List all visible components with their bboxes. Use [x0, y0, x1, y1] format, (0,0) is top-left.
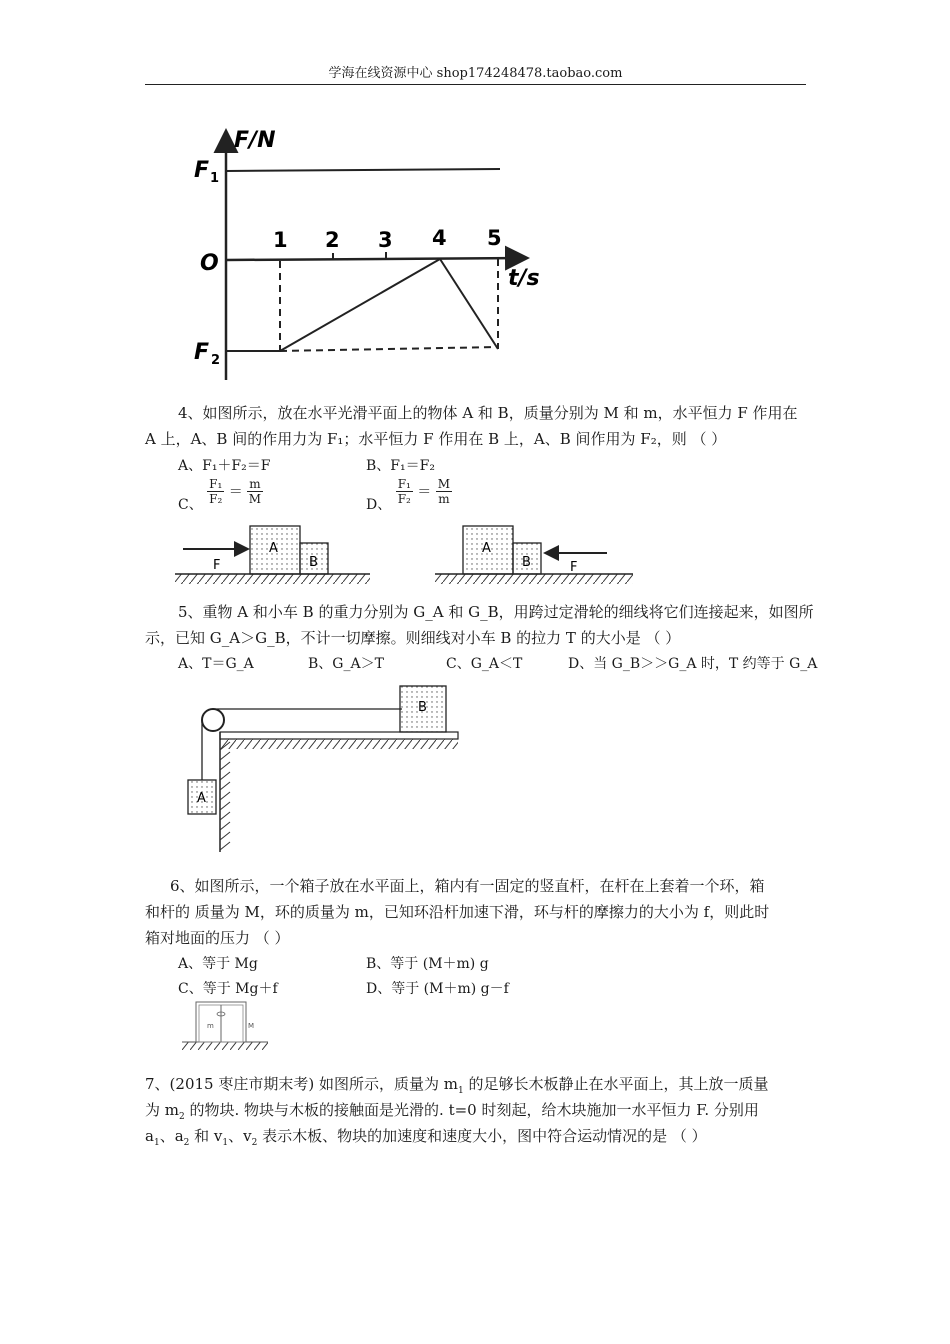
- f1-label: F: [194, 158, 210, 183]
- q5-option-c: C、G_A＜T: [446, 656, 523, 672]
- q5-line2: 示，已知 G_A＞G_B，不计一切摩擦。则细线对小车 B 的拉力 T 的大小是 （ ）: [145, 629, 681, 647]
- q7-line3: $a_1$、$a_2$ 和 $v_1$、$v_2$ 表示木板、物块的加速度和速度大小，图中符合运动情况的是 （ ）: [145, 1127, 707, 1148]
- q6-option-c: C、等于 Mg＋f: [178, 981, 278, 997]
- q4-option-a: A、F₁＋F₂＝F: [178, 458, 271, 474]
- svg-text:A: A: [269, 541, 278, 556]
- svg-text:A: A: [482, 541, 491, 556]
- q6-option-b: B、等于 (M＋m) g: [366, 956, 489, 972]
- svg-text:2: 2: [211, 353, 221, 368]
- q4-line2: A 上，A、B 间的作用力为 F₁；水平恒力 F 作用在 B 上，A、B 间作用为 F₂，则 （ ）: [145, 430, 727, 448]
- q4-option-c: C、 $\frac{\text{F₁}}{\text{F₂}}$ ＝ $\frac{m}{M}$: [178, 477, 262, 513]
- q4-figure-right: [435, 522, 635, 592]
- svg-text:B: B: [418, 700, 427, 715]
- svg-text:m: m: [207, 1022, 214, 1030]
- svg-text:B: B: [309, 555, 318, 570]
- q6-line2: 和杆的 质量为 M，环的质量为 m，已知环沿杆加速下滑，环与杆的摩擦力的大小为 f，则此时: [145, 903, 770, 921]
- pulley: [202, 709, 224, 731]
- q6-line3: 箱对地面的压力 （ ）: [145, 929, 290, 947]
- f2-ramp-down: [440, 259, 498, 349]
- tick-label: 3: [378, 228, 393, 252]
- q5-option-d: D、当 G_B＞＞G_A 时，T 约等于 G_A: [568, 656, 818, 672]
- q4-option-d: D、 $\frac{\text{F₁}}{\text{F₂}}$ ＝ $\frac{M}{m}$: [366, 477, 451, 513]
- q5-option-a: A、T＝G_A: [178, 656, 254, 672]
- tick-label: 2: [325, 228, 340, 252]
- q6-line1: 6、如图所示，一个箱子放在水平面上，箱内有一固定的竖直杆，在杆在上套着一个环，箱: [170, 877, 765, 895]
- tick-label: 5: [487, 226, 502, 250]
- page-header: 学海在线资源中心 shop174248478.taobao.com: [145, 64, 806, 85]
- svg-text:A: A: [197, 791, 206, 806]
- tick-label: 1: [273, 228, 288, 252]
- q5-option-b: B、G_A＞T: [308, 656, 384, 672]
- svg-text:F: F: [213, 558, 221, 573]
- svg-text:M: M: [248, 1022, 255, 1030]
- origin-label: O: [200, 251, 219, 276]
- dash-bottom: [280, 347, 498, 351]
- y-axis-label: F/N: [234, 128, 276, 153]
- svg-text:F: F: [570, 560, 578, 575]
- q5-line1: 5、重物 A 和小车 B 的重力分别为 G_A 和 G_B，用跨过定滑轮的细线将它们连接起来，如图所: [178, 603, 814, 621]
- q6-option-d: D、等于 (M＋m) g－f: [366, 981, 509, 997]
- svg-text:B: B: [522, 555, 531, 570]
- x-axis: [226, 258, 525, 260]
- q4-option-b: B、F₁＝F₂: [366, 458, 435, 474]
- x-axis-label: t/s: [508, 266, 540, 291]
- force-time-graph: [190, 125, 550, 385]
- q6-option-a: A、等于 Mg: [178, 956, 258, 972]
- f2-label: F: [194, 340, 210, 365]
- q7-line1: 7、(2015 枣庄市期末考) 如图所示，质量为 $m_1$ 的足够长木板静止在水平面上，其上放一质量: [145, 1075, 769, 1096]
- q7-line2: 为 $m_2$ 的物块. 物块与木板的接触面是光滑的. t=0 时刻起，给木块施加一水平恒力 F. 分别用: [145, 1101, 759, 1122]
- q5-figure: [180, 680, 480, 858]
- q6-figure: [182, 1000, 272, 1052]
- f2-ramp-up: [280, 259, 440, 351]
- svg-text:1: 1: [210, 171, 220, 186]
- tick-label: 4: [432, 226, 447, 250]
- f1-line: [226, 169, 500, 171]
- q4-line1: 4、如图所示，放在水平光滑平面上的物体 A 和 B，质量分别为 M 和 m，水平恒力 F 作用在: [178, 404, 798, 422]
- q4-figure-left: [175, 522, 375, 592]
